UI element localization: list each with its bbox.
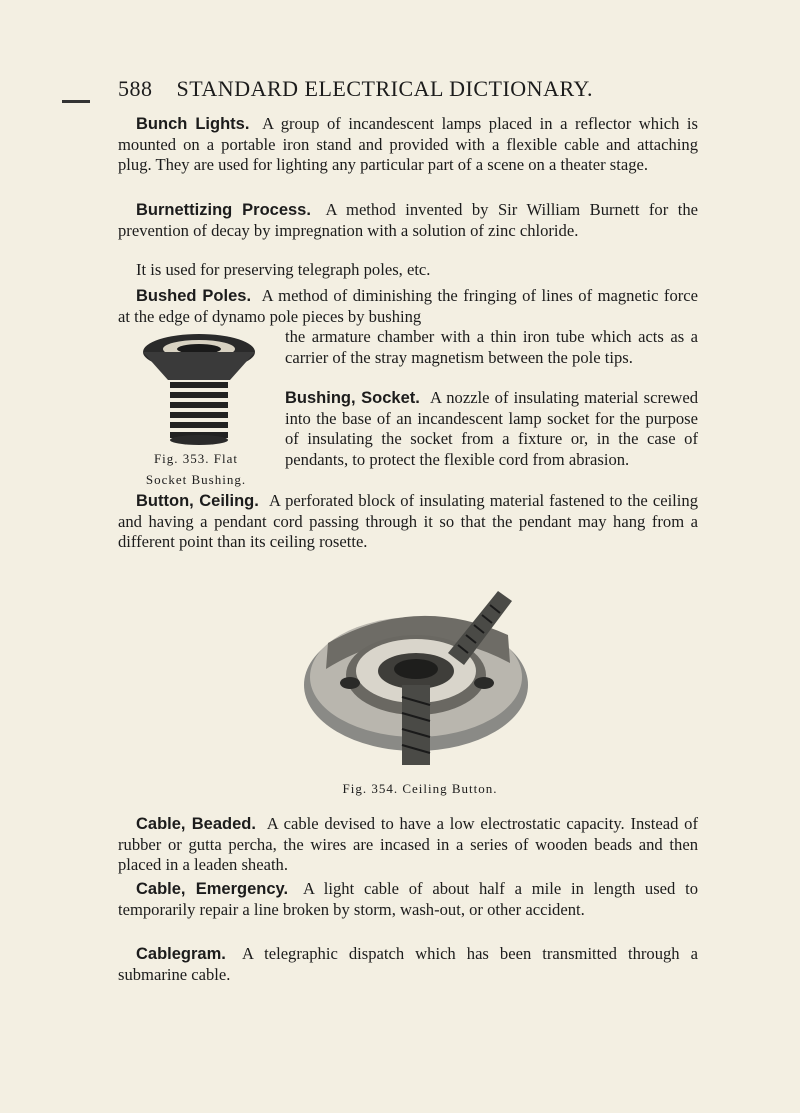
entry-text: A group of incandescent lamps placed in a reflector which is mounted on a portable iron stand and provided with a flexible cable and attaching plug. They are used for lighting any particular part of a scene on a theater stage.	[118, 114, 698, 175]
entry-text: A cable devised to have a low electrostatic capacity. Instead of rubber or gutta percha, the wires are incased in a series of wooden beads and then placed in a leaden sheath.	[118, 814, 698, 875]
entry-cable-beaded	[118, 814, 698, 876]
entry-text: A nozzle of insulating material screwed into the base of an incandescent lamp socket for the purpose of insulating the socket from a fixture or, in the case of pendants, to protect the flexible cord from abrasion.	[285, 388, 699, 469]
entry-text: A telegraphic dispatch which has been transmitted through a submarine cable.	[118, 944, 698, 984]
ceiling-button-illustration	[298, 573, 534, 769]
entry-bushed-poles	[118, 286, 698, 327]
page-edge-mark	[62, 100, 90, 103]
entry-term: Bunch Lights.	[136, 115, 250, 133]
page-header	[118, 76, 638, 102]
entry-term: Cablegram.	[136, 945, 226, 963]
entry-term: Cable, Beaded.	[136, 815, 256, 833]
caption-line: Fig. 354. Ceiling Button.	[342, 781, 498, 796]
socket-bushing-illustration	[140, 332, 258, 450]
entry-cable-emergency	[118, 879, 698, 920]
entry-button-ceiling	[118, 491, 698, 553]
entry-bushed-poles-cont	[285, 327, 698, 368]
entry-term: Burnettizing Process.	[136, 201, 311, 219]
entry-cablegram	[118, 944, 698, 985]
figure-354-caption	[300, 778, 540, 799]
entry-term: Button, Ceiling.	[136, 492, 259, 510]
entry-text: the armature chamber with a thin iron tube which acts as a carrier of the stray magnetism between the pole tips.	[285, 327, 698, 367]
caption-line: Fig. 353. Flat	[153, 451, 239, 466]
running-title: STANDARD ELECTRICAL DICTIONARY.	[176, 76, 593, 101]
entry-bushing-socket	[285, 388, 698, 470]
caption-line: Socket Bushing.	[145, 472, 247, 487]
entry-text: A light cable of about half a mile in length used to temporarily repair a line broken by storm, wash-out, or other accident.	[118, 879, 699, 919]
page-number: 588	[118, 76, 153, 101]
entry-text: A method invented by Sir William Burnett for the prevention of decay by impregnation with a solution of zinc chloride.	[118, 200, 698, 240]
figure-353-caption	[112, 448, 280, 490]
entry-text: A perforated block of insulating material fastened to the ceiling and having a pendant cord passing through it so that the pendant may hang from a different point than its ceiling rosette.	[118, 491, 698, 552]
entry-text: It is used for preserving telegraph poles, etc.	[136, 260, 431, 279]
entry-bunch-lights	[118, 114, 698, 176]
entry-burnettizing	[118, 200, 698, 241]
entry-term: Bushing, Socket.	[285, 389, 420, 407]
entry-burnettizing-note	[118, 260, 698, 281]
entry-term: Cable, Emergency.	[136, 880, 289, 898]
entry-term: Bushed Poles.	[136, 287, 252, 305]
entry-text: A method of diminishing the fringing of lines of magnetic force at the edge of dynamo pole pieces by bushing	[118, 286, 698, 326]
